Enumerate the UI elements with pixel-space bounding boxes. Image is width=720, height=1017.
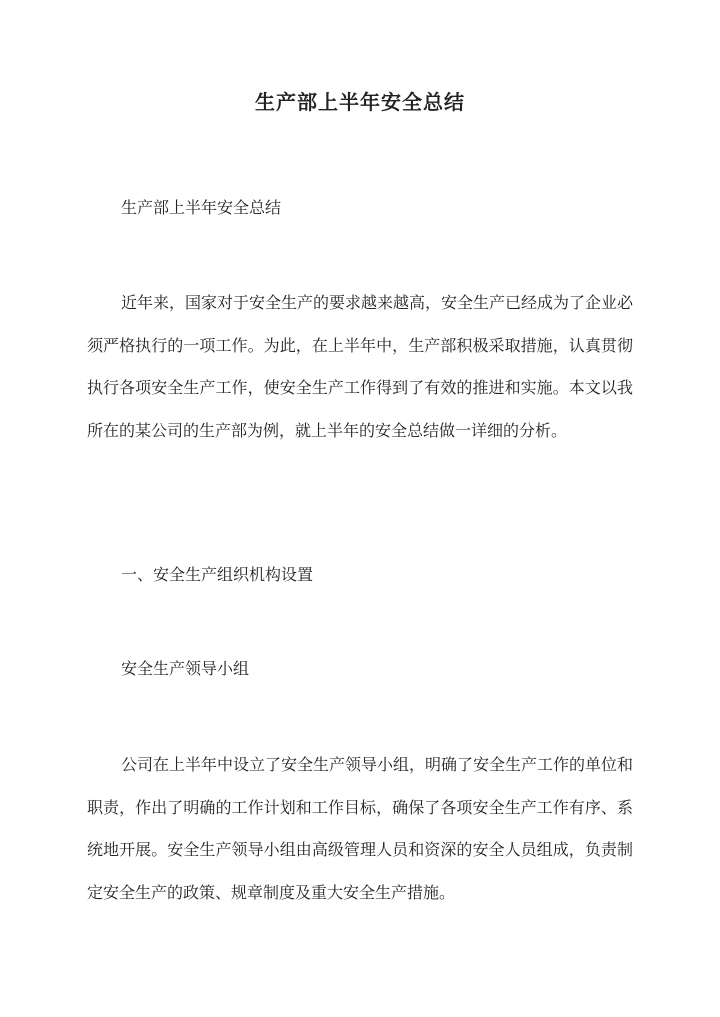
document-subtitle: 生产部上半年安全总结: [121, 198, 282, 217]
document-title: 生产部上半年安全总结: [255, 90, 465, 114]
intro-paragraph: 近年来，国家对于安全生产的要求越来越高，安全生产已经成为了企业必须严格执行的一项工作。为此，在上半年中，生产部积极采取措施，认真贯彻执行各项安全生产工作，使安全生产工作得到了有效的推进和实施。本文以我所在的某公司的生产部为例，就上半年的安全总结做一详细的分析。: [87, 293, 634, 440]
section-paragraph: 公司在上半年中设立了安全生产领导小组，明确了安全生产工作的单位和职责，作出了明确的工作计划和工作目标，确保了各项安全生产工作有序、系统地开展。安全生产领导小组由高级管理人员和资深的安全人员组成，负责制定安全生产的政策、规章制度及重大安全生产措施。: [87, 755, 634, 902]
section-heading: 一、安全生产组织机构设置: [121, 565, 314, 584]
section-subheading: 安全生产领导小组: [121, 659, 250, 678]
